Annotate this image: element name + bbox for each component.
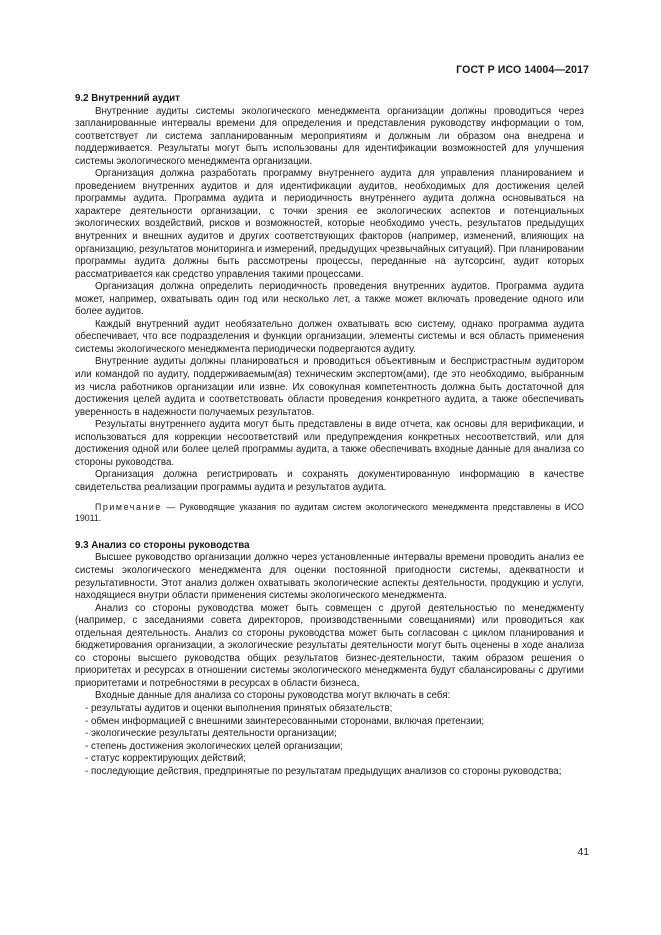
section-title-9-3: 9.3 Анализ со стороны руководства (75, 539, 250, 551)
paragraph: Высшее руководство организации должно через установленные интервалы времени проводить анализ ее системы экологического менеджмента для оценки постоянной пригодности системы, адекватности и результативности. Этот анализ должен охватывать экологические аспекты деятельности, продукцию и услуги, находящиеся внутри области применения системы экологического менеджмента. (75, 552, 584, 602)
paragraph: Внутренние аудиты должны планироваться и проводиться объективным и беспристрастным аудитором или командой по аудиту, поддерживаемым(ая) техническим экспертом(ами), где это необходимо, выбранным из числа работников организации или извне. Их совокупная компетентность должна быть достаточной для достижения целей аудита и соответствовать области проведения конкретного аудита, а также обеспечивать уверенность в надежности получаемых результатов. (75, 356, 584, 418)
note-text: — Руководящие указания по аудитам систем экологического менеджмента представлены в ИСО 19011. (75, 501, 584, 523)
page-content (75, 93, 584, 778)
paragraph: Внутренние аудиты системы экологического менеджмента организации должны проводиться через запланированные интервалы времени для определения и представления руководству информации о том, соответствует ли система запланированным мероприятиям и должным ли образом она внедрена и поддерживается. Результаты могут быть использованы для идентификации возможностей для улучшения системы экологического менеджмента организации. (75, 105, 584, 167)
page-number: 41 (577, 847, 589, 858)
list-item: - экологические результаты деятельности организации; (85, 728, 337, 740)
paragraph: Результаты внутреннего аудита могут быть представлены в виде отчета, как основы для верификации, и использоваться для коррекции несоответствий или предупреждения конкретных несоответствий, или для достижения одной или более целей программы аудита, а также обеспечивать входные данные для анализа со стороны руководства. (75, 419, 584, 468)
paragraph: Организация должна определить периодичность проведения внутренних аудитов. Программа аудита может, например, охватывать один год или несколько лет, а также может включать проведение одного или более аудитов. (75, 281, 584, 318)
note-label: Примечание (95, 501, 162, 512)
section-title-9-2: 9.2 Внутренний аудит (75, 93, 180, 104)
standard-header: ГОСТ Р ИСО 14004—2017 (456, 64, 589, 76)
paragraph: Каждый внутренний аудит необязательно должен охватывать всю систему, однако программа аудита обеспечивает, что все подразделения и функции организации, элементы системы и вся область применения системы экологического менеджмента периодически подвергаются аудиту. (75, 318, 584, 355)
list-item: - обмен информацией с внешними заинтересованными сторонами, включая претензии; (85, 715, 485, 727)
paragraph: Входные данные для анализа со стороны руководства могут включать в себя: (95, 690, 451, 702)
note (75, 502, 584, 524)
paragraph: Анализ со стороны руководства может быть совмещен с другой деятельностью по менеджменту (например, с заседаниями совета директоров, производственными совещаниями) или проводиться как отдельная деятельность. Анализ со стороны руководства может быть согласован с циклом планирования и бюджетирования организации, а экологические результаты деятельности могут быть оценены в ходе анализа со стороны высшего руководства общих результатов бизнес-деятельности, таким образом решения о приоритетах и ресурсах в отношении системы экологического менеджмента будут сбалансированы с другими приоритетами и потребностями в ресурсах в области бизнеса. (75, 602, 584, 689)
list-item: - результаты аудитов и оценки выполнения принятых обязательств; (85, 703, 393, 715)
list-item: - степень достижения экологических целей организации; (85, 740, 343, 752)
paragraph: Организация должна разработать программу внутреннего аудита для управления планированием и проведением внутренних аудитов и для идентификации аудитов, необходимых для достижения целей программы аудита. Программа аудита и периодичность внутреннего аудита должна основываться на характере деятельности организации, с точки зрения ее экологических аспектов и потенциальных экологических воздействий, рисков и возможностей, которые необходимо учесть, результатов предыдущих внутренних и внешних аудитов и других соответствующих факторов (например, изменений, влияющих на организацию, результатов мониторинга и измерений, предыдущих чрезвычайных ситуаций). При планировании программы аудита должны быть рассмотрены процессы, переданные на аутсорсинг, аудит которых рассматривается как средство управления такими процессами. (75, 168, 584, 280)
paragraph: Организация должна регистрировать и сохранять документированную информацию в качестве свидетельства реализации программы аудита и результатов аудита. (75, 469, 584, 493)
list-item: - последующие действия, предпринятые по результатам предыдущих анализов со стороны руководства; (85, 765, 562, 777)
list-item: - статус корректирующих действий; (85, 753, 246, 765)
